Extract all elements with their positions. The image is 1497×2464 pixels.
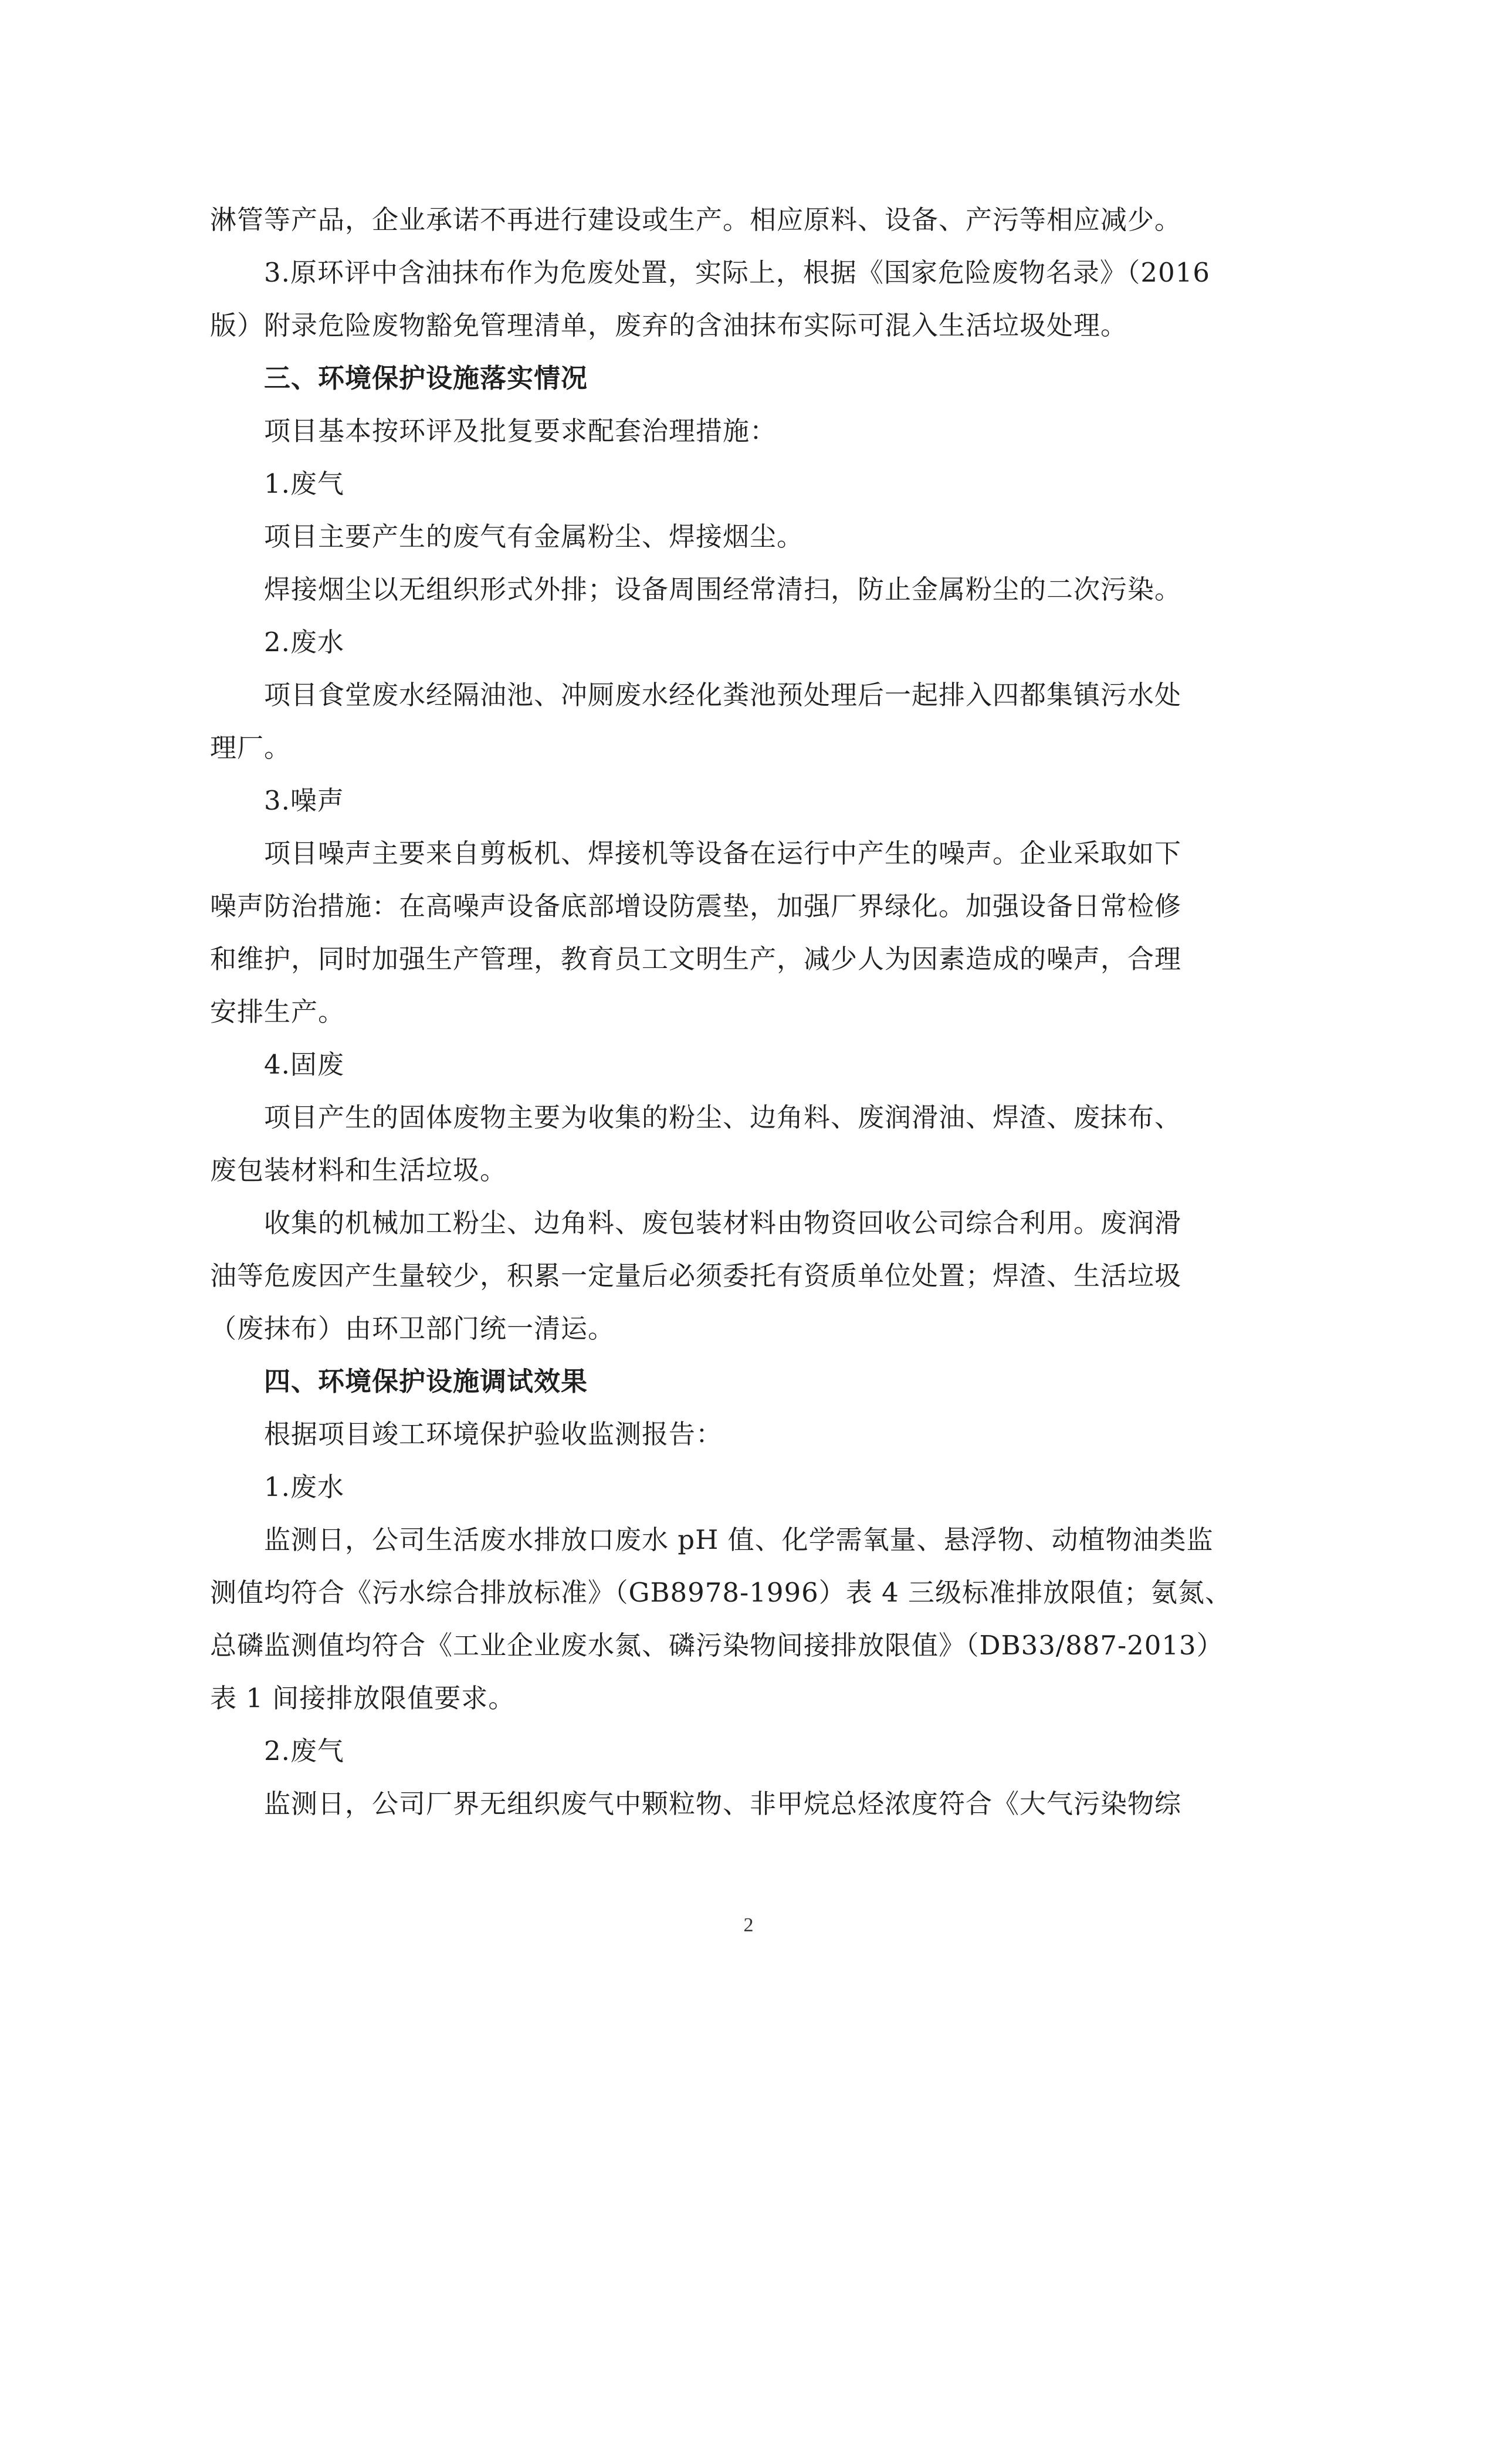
body-line: 监测日，公司厂界无组织废气中颗粒物、非甲烷总烃浓度符合《大气污染物综 <box>264 1788 1182 1819</box>
subsection-heading: 4.固废 <box>264 1049 344 1080</box>
subsection-heading: 2.废水 <box>264 627 344 658</box>
subsection-heading: 3.噪声 <box>264 785 344 816</box>
body-line: 安排生产。 <box>210 996 346 1027</box>
body-line: 监测日，公司生活废水排放口废水 pH 值、化学需氧量、悬浮物、动植物油类监 <box>264 1524 1214 1555</box>
body-line: 焊接烟尘以无组织形式外排；设备周围经常清扫，防止金属粉尘的二次污染。 <box>264 574 1182 605</box>
body-line: 项目主要产生的废气有金属粉尘、焊接烟尘。 <box>264 521 804 552</box>
section-heading: 四、环境保护设施调试效果 <box>264 1366 588 1397</box>
body-line: 测值均符合《污水综合排放标准》（GB8978-1996）表 4 三级标准排放限值；氨氮、 <box>210 1577 1232 1608</box>
body-line: 表 1 间接排放限值要求。 <box>210 1683 516 1714</box>
body-line: 和维护，同时加强生产管理，教育员工文明生产，减少人为因素造成的噪声，合理 <box>210 943 1182 974</box>
body-line: 项目食堂废水经隔油池、冲厕废水经化粪池预处理后一起排入四都集镇污水处 <box>264 679 1182 710</box>
body-line: 噪声防治措施：在高噪声设备底部增设防震垫，加强厂界绿化。加强设备日常检修 <box>210 891 1182 922</box>
body-line: （废抹布）由环卫部门统一清运。 <box>210 1313 615 1344</box>
body-line: 废包装材料和生活垃圾。 <box>210 1155 507 1186</box>
subsection-heading: 1.废气 <box>264 468 344 499</box>
body-line: 项目基本按环评及批复要求配套治理措施： <box>264 415 777 446</box>
body-line: 收集的机械加工粉尘、边角料、废包装材料由物资回收公司综合利用。废润滑 <box>264 1207 1182 1238</box>
body-line: 项目噪声主要来自剪板机、焊接机等设备在运行中产生的噪声。企业采取如下 <box>264 838 1182 869</box>
body-line: 项目产生的固体废物主要为收集的粉尘、边角料、废润滑油、焊渣、废抹布、 <box>264 1102 1182 1133</box>
body-line: 3.原环评中含油抹布作为危废处置，实际上，根据《国家危险废物名录》（2016 <box>264 257 1210 288</box>
page-number: 2 <box>743 1914 754 1936</box>
body-line: 版）附录危险废物豁免管理清单，废弃的含油抹布实际可混入生活垃圾处理。 <box>210 310 1128 341</box>
subsection-heading: 2.废气 <box>264 1735 344 1766</box>
body-line: 理厂。 <box>210 732 292 763</box>
body-line: 总磷监测值均符合《工业企业废水氮、磷污染物间接排放限值》（DB33/887-2013） <box>210 1630 1224 1661</box>
subsection-heading: 1.废水 <box>264 1471 344 1502</box>
document-body <box>210 194 1278 1830</box>
body-line: 油等危废因产生量较少，积累一定量后必须委托有资质单位处置；焊渣、生活垃圾 <box>210 1260 1182 1291</box>
body-line: 淋管等产品，企业承诺不再进行建设或生产。相应原料、设备、产污等相应减少。 <box>210 204 1182 235</box>
section-heading: 三、环境保护设施落实情况 <box>264 363 588 394</box>
body-line: 根据项目竣工环境保护验收监测报告： <box>264 1419 723 1450</box>
